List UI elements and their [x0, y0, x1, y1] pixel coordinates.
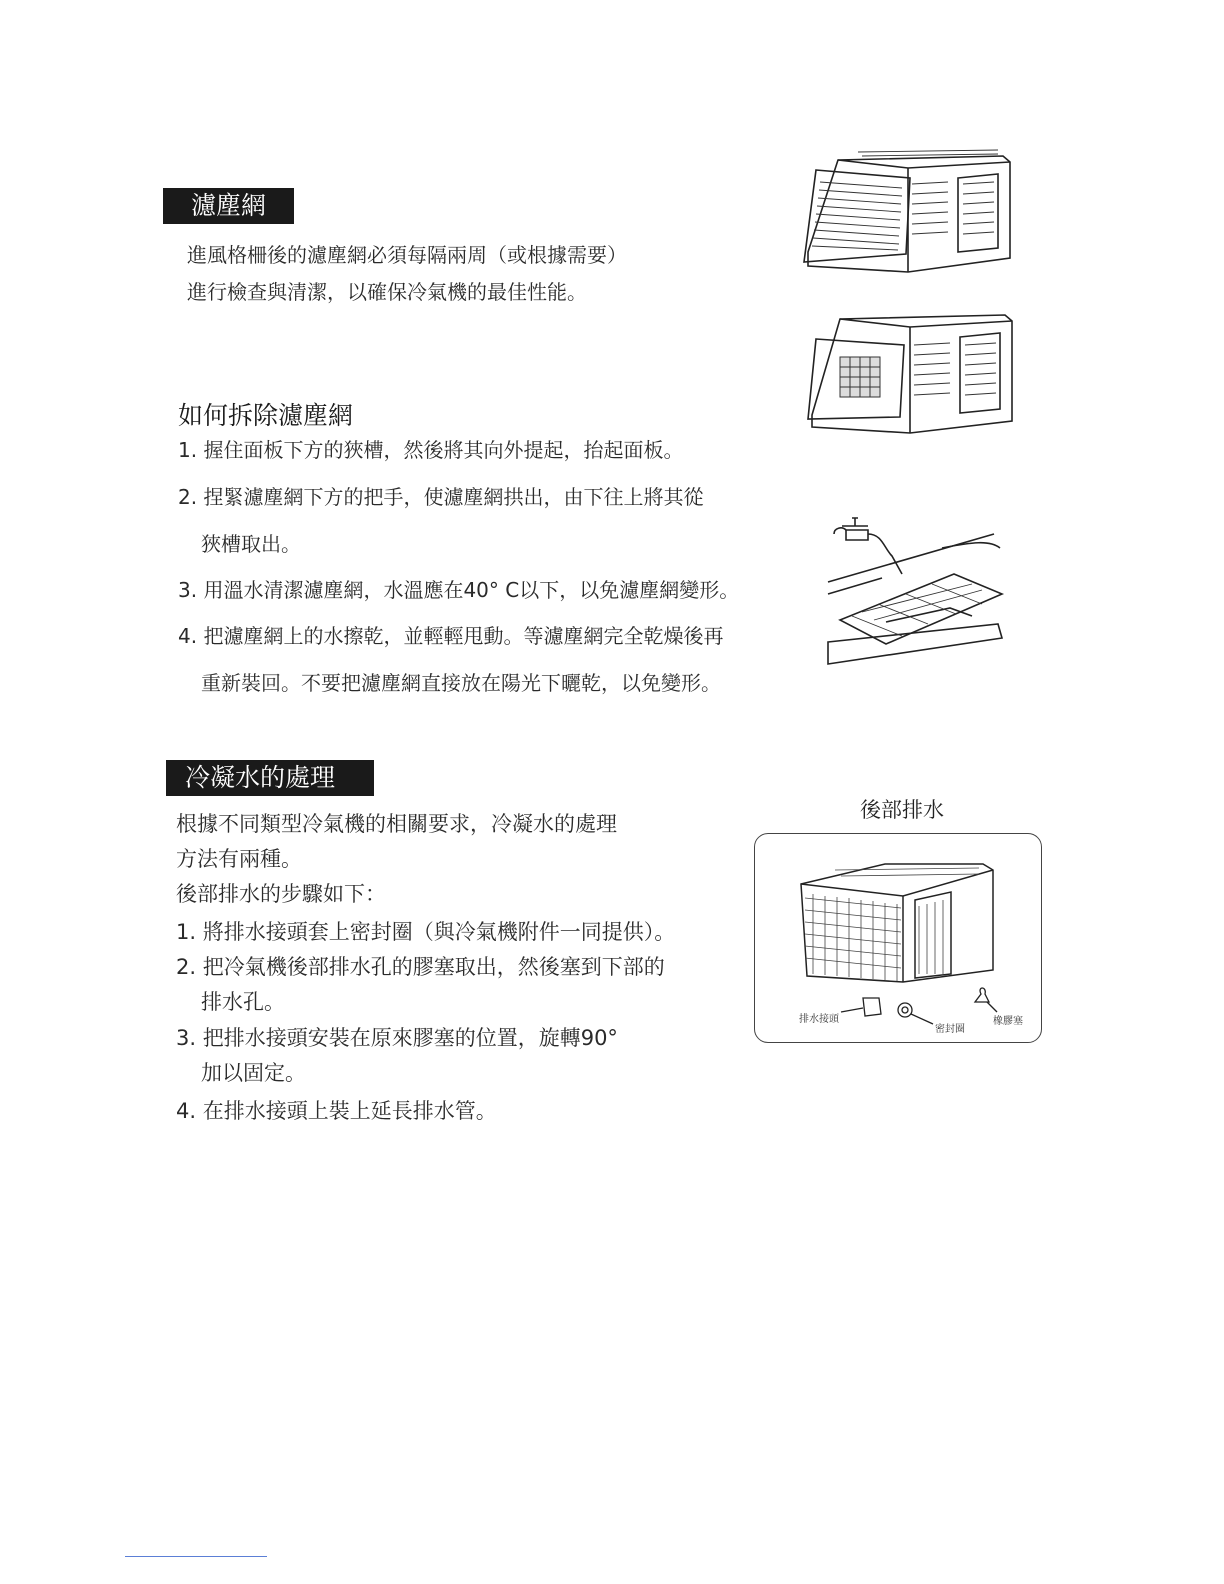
- section-title-filter-text: 濾塵網: [191, 191, 267, 220]
- filter-washing-illustration: [822, 512, 1012, 672]
- filter-step-4-cont: 重新裝回。不要把濾塵網直接放在陽光下曬乾，以免變形。: [201, 671, 721, 695]
- condensate-step-3-cont: 加以固定。: [201, 1061, 306, 1085]
- footer-rule: [125, 1556, 267, 1557]
- filter-removal-illustration: [800, 305, 1020, 440]
- filter-step-2: 2. 捏緊濾塵網下方的把手，使濾塵網拱出，由下往上將其從: [178, 485, 704, 509]
- filter-step-2-cont: 狹槽取出。: [201, 532, 301, 556]
- filter-step-1: 1. 握住面板下方的狹槽，然後將其向外提起，抬起面板。: [178, 438, 684, 462]
- condensate-step-4: 4. 在排水接頭上裝上延長排水管。: [176, 1099, 497, 1123]
- rear-drain-figure: [754, 833, 1042, 1043]
- filter-step-4: 4. 把濾塵網上的水擦乾，並輕輕甩動。等濾塵網完全乾燥後再: [178, 624, 724, 648]
- ac-panel-lifted-illustration: [798, 148, 1018, 278]
- section-title-filter: [163, 188, 294, 224]
- condensate-step-1: 1. 將排水接頭套上密封圈（與冷氣機附件一同提供）。: [176, 920, 676, 944]
- condensate-line: 後部排水的步驟如下：: [176, 882, 386, 906]
- section-title-condensate: [166, 760, 374, 796]
- filter-intro: [187, 237, 627, 311]
- drain-joint-label: 排水接頭: [799, 1014, 839, 1025]
- condensate-step-3: 3. 把排水接頭安裝在原來膠塞的位置，旋轉90°: [176, 1026, 618, 1050]
- rear-drain-title: 後部排水: [860, 798, 944, 822]
- rubber-plug-label: 橡膠塞: [993, 1016, 1023, 1027]
- filter-intro-line: 進行檢查與清潔，以確保冷氣機的最佳性能。: [187, 280, 587, 304]
- filter-step-3: 3. 用溫水清潔濾塵網，水溫應在40° C以下，以免濾塵網變形。: [178, 578, 740, 602]
- condensate-step-2-cont: 排水孔。: [201, 990, 285, 1014]
- condensate-line: 根據不同類型冷氣機的相關要求，冷凝水的處理: [176, 812, 617, 836]
- section-title-condensate-text: 冷凝水的處理: [185, 763, 336, 792]
- condensate-step-2: 2. 把冷氣機後部排水孔的膠塞取出，然後塞到下部的: [176, 955, 665, 979]
- seal-ring-label: 密封圈: [935, 1024, 965, 1035]
- how-to-remove-title: 如何拆除濾塵網: [178, 401, 354, 430]
- condensate-line: 方法有兩種。: [176, 847, 302, 871]
- filter-intro-line: 進風格柵後的濾塵網必須每隔兩周（或根據需要）: [187, 243, 627, 267]
